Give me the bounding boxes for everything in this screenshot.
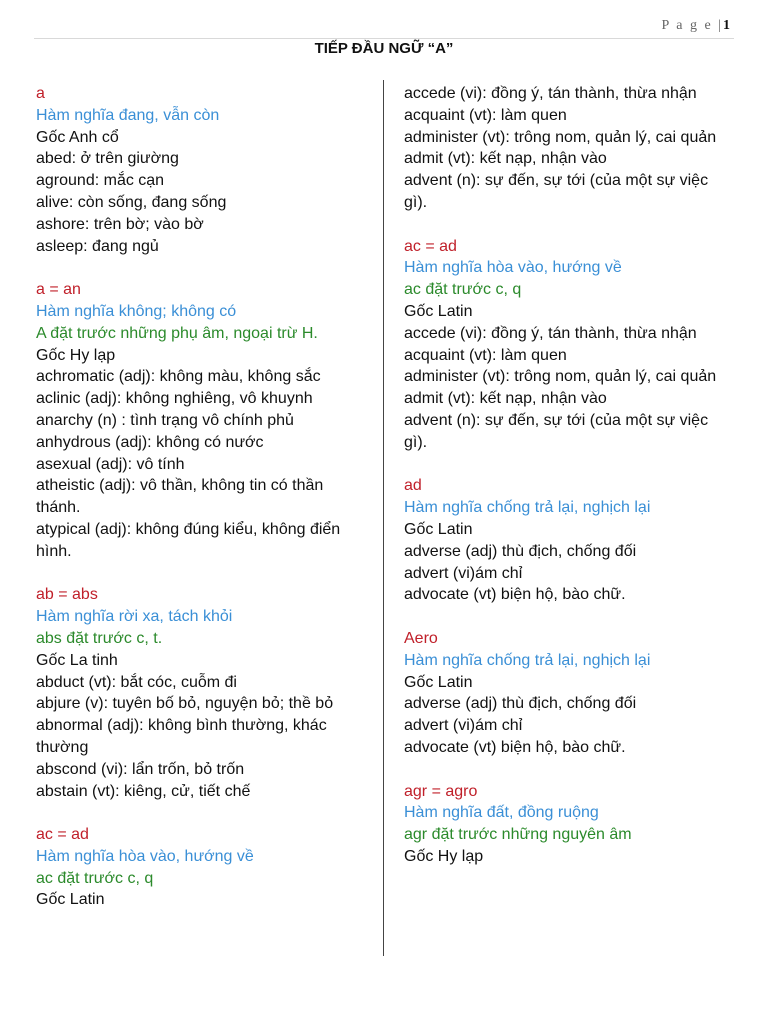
vocab-entry: acquaint (vt): làm quen: [404, 346, 567, 364]
prefix-meaning: Hàm nghĩa chống trả lại, nghịch lại: [404, 651, 651, 669]
prefix-meaning: Hàm nghĩa không; không có: [36, 302, 237, 320]
word-origin: Gốc Latin: [404, 520, 473, 538]
vocab-entry: abjure (v): tuyên bố bỏ, nguyện bỏ; thề bỏ: [36, 695, 334, 713]
vocab-entry: atypical (adj): không đúng kiểu, không điển hình.: [36, 520, 341, 560]
vocab-entry: abnormal (adj): không bình thường, khác thường: [36, 717, 327, 756]
prefix-meaning: Hàm nghĩa hòa vào, hướng về: [36, 847, 254, 865]
prefix-heading: a: [36, 85, 45, 102]
usage-note: ac đặt trước c, q: [404, 281, 522, 299]
prefix-heading: ac = ad: [404, 237, 457, 255]
vocab-entry: anhydrous (adj): không có nước: [36, 433, 264, 451]
vocab-entry: advent (n): sự đến, sự tới (của một sự việc gì).: [404, 411, 709, 451]
vocab-entry: abduct (vt): bắt cóc, cuỗm đi: [36, 673, 237, 691]
word-origin: Gốc Latin: [36, 891, 105, 909]
prefix-group: [404, 781, 726, 868]
vocab-entry: atheistic (adj): vô thần, không tin có thần thánh.: [36, 477, 324, 517]
vocab-entry: adverse (adj) thù địch, chống đối: [404, 695, 637, 713]
vocab-entry: achromatic (adj): không màu, không sắc: [36, 368, 321, 386]
usage-note: abs đặt trước c, t.: [36, 629, 163, 647]
column-divider: [383, 80, 384, 956]
vocab-entry: adverse (adj) thù địch, chống đối: [404, 542, 637, 560]
vocab-entry: advert (vi)ám chỉ: [404, 717, 523, 735]
vocab-entry: administer (vt): trông nom, quản lý, cai quản: [404, 368, 717, 386]
usage-note: A đặt trước những phụ âm, ngoại trừ H.: [36, 324, 318, 342]
vocab-entry: admit (vt): kết nạp, nhận vào: [404, 390, 607, 408]
vocab-entry: accede (vi): đồng ý, tán thành, thừa nhận: [404, 85, 697, 102]
vocab-entry: asleep: đang ngủ: [36, 237, 159, 255]
vocab-entry: aclinic (adj): không nghiêng, vô khuynh: [36, 390, 313, 408]
prefix-meaning: Hàm nghĩa hòa vào, hướng về: [404, 259, 622, 277]
word-origin: Gốc Latin: [404, 302, 473, 320]
word-origin: Gốc Hy lạp: [404, 847, 484, 865]
vocab-entry: advocate (vt) biện hộ, bào chữ.: [404, 586, 626, 604]
vocab-entry: advent (n): sự đến, sự tới (của một sự việc gì).: [404, 172, 709, 211]
right-column: [404, 83, 726, 889]
word-origin: Gốc Anh cổ: [36, 128, 119, 146]
vocab-entry: anarchy (n) : tình trạng vô chính phủ: [36, 411, 294, 429]
prefix-group: [404, 83, 726, 214]
vocab-entry: abed: ở trên giường: [36, 150, 179, 168]
document-title: TIẾP ĐẦU NGỮ “A”: [314, 40, 454, 57]
vocab-entry: abstain (vt): kiêng, cử, tiết chế: [36, 782, 251, 800]
prefix-heading: Aero: [404, 629, 438, 647]
vocab-entry: asexual (adj): vô tính: [36, 455, 185, 473]
prefix-group: [404, 475, 726, 606]
page-number: 1: [723, 18, 730, 33]
vocab-entry: ashore: trên bờ; vào bờ: [36, 215, 204, 233]
prefix-meaning: Hàm nghĩa rời xa, tách khỏi: [36, 608, 233, 626]
prefix-heading: ac = ad: [36, 826, 89, 844]
vocab-entry: accede (vi): đồng ý, tán thành, thừa nhận: [404, 324, 697, 342]
prefix-group: [36, 824, 372, 911]
vocab-entry: admit (vt): kết nạp, nhận vào: [404, 150, 607, 168]
prefix-group: [36, 584, 372, 802]
prefix-meaning: Hàm nghĩa chống trả lại, nghịch lại: [404, 499, 651, 517]
prefix-group: [404, 236, 726, 454]
prefix-heading: agr = agro: [404, 782, 478, 800]
prefix-meaning: Hàm nghĩa đang, vẫn còn: [36, 106, 220, 124]
prefix-heading: ab = abs: [36, 586, 98, 604]
usage-note: ac đặt trước c, q: [36, 869, 154, 887]
prefix-group: [36, 279, 372, 562]
page-header: [662, 18, 731, 34]
vocab-entry: abscond (vi): lẩn trốn, bỏ trốn: [36, 760, 245, 778]
prefix-meaning: Hàm nghĩa đất, đồng ruộng: [404, 804, 599, 822]
word-origin: Gốc La tinh: [36, 651, 118, 669]
header-rule: [34, 38, 734, 39]
vocab-entry: advert (vi)ám chỉ: [404, 564, 523, 582]
left-column: [36, 83, 372, 933]
prefix-heading: ad: [404, 477, 422, 495]
prefix-group: [36, 83, 372, 257]
prefix-group: [404, 628, 726, 759]
page-label: P a g e |: [661, 18, 723, 33]
vocab-entry: acquaint (vt): làm quen: [404, 106, 567, 124]
word-origin: Gốc Latin: [404, 673, 473, 691]
usage-note: agr đặt trước những nguyên âm: [404, 826, 632, 844]
vocab-entry: aground: mắc cạn: [36, 172, 165, 190]
prefix-heading: a = an: [36, 281, 81, 299]
vocab-entry: advocate (vt) biện hộ, bào chữ.: [404, 738, 626, 756]
word-origin: Gốc Hy lạp: [36, 346, 116, 364]
vocab-entry: administer (vt): trông nom, quản lý, cai quản: [404, 128, 717, 146]
vocab-entry: alive: còn sống, đang sống: [36, 193, 227, 211]
